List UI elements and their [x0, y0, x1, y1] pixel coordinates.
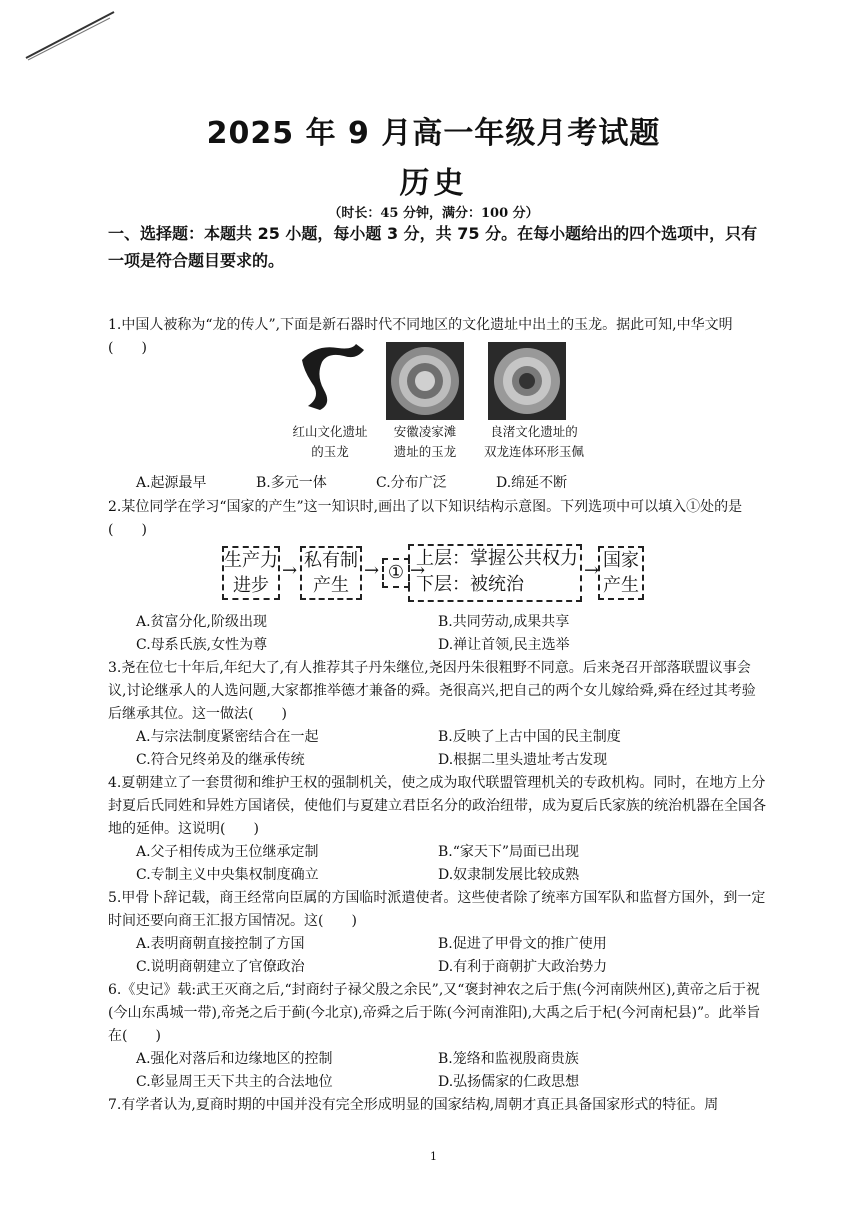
question-6-options [136, 1048, 756, 1094]
arrow-right-icon: → [364, 560, 380, 581]
arrow-right-icon: → [584, 560, 600, 581]
question-4-stem: 4.夏朝建立了一套贯彻和维护王权的强制机关，使之成为取代联盟管理机关的专政机构。同时，在地方上分封夏后氏同姓和异姓方国诸侯，使他们与夏建立君臣名分的政治纽带，成为夏后氏家族的统治机器在全国各地的延伸。这说明( ) [108, 775, 766, 837]
knowledge-structure-diagram [222, 544, 642, 602]
question-7-stem: 7.有学者认为,夏商时期的中国并没有完全形成明显的国家结构,周朝才真正具备国家形式的特征。周 [108, 1097, 719, 1113]
option-b: B.反映了上古中国的民主制度 [438, 729, 621, 745]
section-heading: 一、选择题：本题共 25 小题，每小题 3 分，共 75 分。在每小题给出的四个选项中，只有一项是符合题目要求的。 [108, 224, 758, 270]
question-5-options [136, 933, 756, 979]
option-b: B.共同劳动,成果共享 [438, 614, 570, 630]
option-d: D.有利于商朝扩大政治势力 [438, 959, 608, 975]
option-c: C.彰显周王天下共主的合法地位 [136, 1074, 333, 1090]
diagram-box-blank-1: ① [382, 558, 410, 588]
option-a: A.强化对落后和边缘地区的控制 [136, 1051, 333, 1067]
page-number: 1 [430, 1150, 437, 1163]
option-d: D.弘扬儒家的仁政思想 [438, 1074, 580, 1090]
option-a: A.与宗法制度紧密结合在一起 [136, 729, 319, 745]
option-b: B.促进了甲骨文的推广使用 [438, 936, 607, 952]
option-a: A.表明商朝直接控制了方国 [136, 936, 305, 952]
question-1-options [136, 472, 756, 495]
jade-dragon-lingjiatan-image [386, 342, 464, 420]
option-c: C.符合兄终弟及的继承传统 [136, 752, 305, 768]
question-2-options [136, 611, 756, 657]
pen-scratch-mark [22, 8, 122, 63]
figure-caption-liangzhu: 良渚文化遗址的 双龙连体环形玉佩 [483, 424, 584, 459]
figure-caption-hongshan: 红山文化遗址 的玉龙 [292, 424, 368, 459]
option-c: C.母系氏族,女性为尊 [136, 637, 268, 653]
question-1-stem: 1.中国人被称为“龙的传人”,下面是新石器时代不同地区的文化遗址中出土的玉龙。据此可知,中华文明( ) [108, 317, 733, 356]
arrow-right-icon: → [282, 560, 298, 581]
option-d: D.绵延不断 [496, 475, 568, 491]
option-a: A.父子相传成为王位继承定制 [136, 844, 319, 860]
question-5-stem: 5.甲骨卜辞记载，商王经常向臣属的方国临时派遣使者。这些使者除了统率方国军队和监督方国外，到一定时间还要向商王汇报方国情况。这( ) [108, 890, 766, 929]
question-6-stem: 6.《史记》载:武王灭商之后,“封商纣子禄父殷之余民”,又“褒封神农之后于焦(今河南陕州区),黄帝之后于祝(今山东禹城一带),帝尧之后于蓟(今北京),帝舜之后于陈(今河南淮阳),大禹之后于杞(今河南杞县)”。此举旨在( ) [108, 982, 761, 1044]
diagram-box-private-ownership: 私有制 产生 [300, 546, 362, 600]
figure-caption-lingjiatan: 安徽凌家滩 遗址的玉龙 [393, 424, 457, 459]
question-4-options [136, 841, 756, 887]
option-b: B.“家天下”局面已出现 [438, 844, 580, 860]
exam-title: 2025 年 9 月高一年级月考试题 [206, 116, 661, 151]
option-d: D.根据二里头遗址考古发现 [438, 752, 608, 768]
option-a: A.贫富分化,阶级出现 [136, 614, 268, 630]
option-d: D.奴隶制发展比较成熟 [438, 867, 580, 883]
arrow-right-icon: → [410, 560, 426, 581]
jade-dragon-hongshan-image [290, 340, 370, 415]
option-c: C.说明商朝建立了官僚政治 [136, 959, 305, 975]
subject-title: 历史 [399, 166, 468, 201]
exam-info: （时长：45 分钟，满分：100 分） [328, 206, 539, 221]
option-c: C.分布广泛 [376, 475, 447, 491]
question-3-options [136, 726, 756, 772]
option-b: B.笼络和监视殷商贵族 [438, 1051, 579, 1067]
option-d: D.禅让首领,民主选举 [438, 637, 570, 653]
diagram-box-productivity: 生产力 进步 [222, 546, 280, 600]
option-a: A.起源最早 [136, 475, 207, 491]
option-b: B.多元一体 [256, 475, 327, 491]
jade-dragon-liangzhu-image [488, 342, 566, 420]
question-3-stem: 3.尧在位七十年后,年纪大了,有人推荐其子丹朱继位,尧因丹朱很粗野不同意。后来尧召开部落联盟议事会议,讨论继承人的人选问题,大家都推举德才兼备的舜。尧很高兴,把自己的两个女儿嫁给舜,舜在经过其考验后继承其位。这一做法( ) [108, 660, 756, 722]
diagram-box-state: 国家 产生 [598, 546, 644, 600]
question-1-figures [290, 340, 590, 475]
diagram-box-upper-lower: 上层：掌握公共权力 下层：被统治 [408, 544, 582, 602]
option-c: C.专制主义中央集权制度确立 [136, 867, 319, 883]
question-2-stem: 2.某位同学在学习“国家的产生”这一知识时,画出了以下知识结构示意图。下列选项中可以填入①处的是( ) [108, 499, 743, 538]
